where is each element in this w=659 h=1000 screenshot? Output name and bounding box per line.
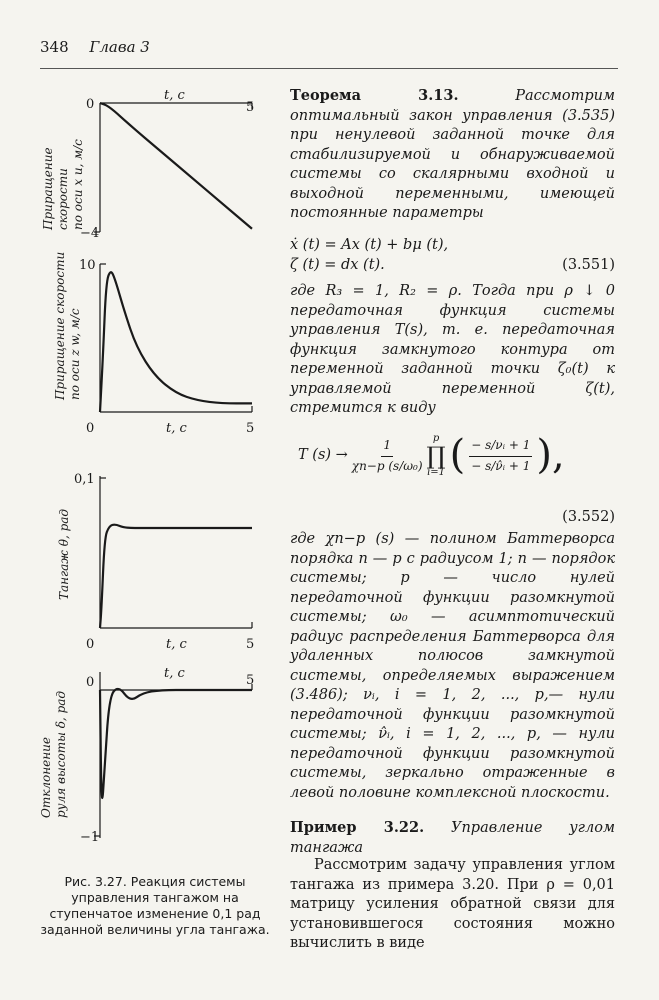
- example-label: Пример 3.22.: [290, 819, 425, 836]
- para1-text: где R₃ = 1, R₂ = ρ. Тогда при ρ ↓ 0 передаточная функция системы управления T(s), т. е. передаточная функция замкнутого контура от переменной заданной точки ζ₀(t) к управляемой переменной ζ(t), стремится к виду: [290, 283, 615, 416]
- figure-3-27: [0, 0, 290, 870]
- plot-1: [41, 88, 254, 241]
- plot-4: [39, 666, 254, 845]
- plot4-x-end-label: 5: [246, 673, 255, 688]
- plot4-ylabel-line2: руля высоты δ, рад: [54, 690, 68, 818]
- plot2-ylabel-line2: по оси z w, м/с: [68, 308, 82, 400]
- paragraph-2: [290, 530, 615, 803]
- theorem-body: Рассмотрим оптимальный закон управления (3.535) при ненулевой заданной точке для стабилизируемой и обнаруживаемой системы со скалярными входной и выходной переменными, имеющей постоянные параметры: [290, 88, 616, 221]
- plot-2: [53, 248, 254, 436]
- equation-3-552: [290, 430, 615, 490]
- plot1-ylabel-line1: Приращение: [41, 147, 55, 230]
- plot4-y-axis-label: [39, 691, 68, 818]
- plot1-ylabel-line3: по оси x u, м/с: [71, 139, 85, 230]
- chapter-title: Глава 3: [89, 38, 150, 56]
- plot2-ylabel-line1: Приращение скорости: [53, 251, 67, 400]
- plot3-x-start-label: 0: [86, 637, 95, 652]
- right-paren-icon: ),: [536, 432, 565, 479]
- plot1-ylabel-line2: скорости: [56, 168, 70, 230]
- eq2-inner-den: − s/ν̂ᵢ + 1: [471, 458, 531, 473]
- plot1-t-label: t, c: [164, 88, 185, 103]
- plot2-x-start-label: 0: [86, 421, 95, 436]
- plot4-y-top-label: 0: [86, 675, 95, 690]
- paragraph-1: [290, 282, 615, 419]
- eq1-number: (3.551): [562, 256, 615, 273]
- eq2-frac-num: 1: [381, 436, 393, 457]
- eq2-fraction: [352, 436, 423, 476]
- eq2-number: (3.552): [562, 509, 615, 525]
- figure-caption: Рис. 3.27. Реакция системы управления тангажом на ступенчатое изменение 0,1 рад заданной величины угла тангажа.: [40, 874, 270, 937]
- para3-text: Рассмотрим задачу управления углом тангажа из примера 3.20. При ρ = 0,01 матрицу усиления обратной связи для установившегося состояния можно вычислить в виде: [290, 857, 615, 951]
- plot1-curve: [100, 103, 252, 229]
- eq2-frac-den: χn−p (s/ω₀): [351, 458, 423, 473]
- eq1-line1: ẋ (t) = Ax (t) + bμ (t),: [290, 237, 449, 253]
- plot3-x-end-label: 5: [246, 637, 255, 652]
- eq2-inner-fraction: [469, 436, 532, 476]
- theorem-block: [290, 86, 615, 224]
- eq2-inner-num: − s/νᵢ + 1: [469, 436, 532, 457]
- plot3-t-label: t, c: [166, 637, 187, 652]
- left-paren-icon: (: [449, 432, 466, 479]
- para2-text: где χn−p (s) — полином Баттерворса порядка n — p с радиусом 1; n — порядок системы; p — число нулей передаточной функции разомкнутой системы; ω₀ — асимптотический радиус распределения Баттерворса для удаленных полюсов замкнутой системы, определяемых выражением (3.486); νᵢ, i = 1, 2, ..., p,— нули передаточной функции разомкнутой системы; ν̂ᵢ, i = 1, 2, ..., p, — нули передаточной функции разомкнутой системы, зеркально отраженные в левой половине комплексной плоскости.: [290, 531, 615, 801]
- example-heading: [290, 818, 615, 858]
- equation-3-551: [290, 236, 615, 275]
- plot3-curve: [100, 525, 252, 628]
- plot-3: [57, 472, 254, 652]
- plot2-t-label: t, c: [166, 421, 187, 436]
- plot2-y-axis-label: [53, 248, 82, 401]
- plot2-y-top-label: 10: [79, 258, 96, 273]
- eq1-line2: ζ (t) = dx (t).: [290, 256, 385, 273]
- eq2-prod-bottom: i=1: [427, 467, 446, 478]
- example-title: Управление углом тангажа: [290, 820, 615, 856]
- page-number: 348: [40, 38, 69, 56]
- paragraph-3: [290, 856, 615, 954]
- eq2-lhs: T (s) →: [298, 447, 348, 464]
- plot4-curve: [100, 689, 252, 798]
- plot2-x-end-label: 5: [246, 421, 255, 436]
- eq2-product: [427, 434, 446, 478]
- plot1-x-end-label: 5: [246, 100, 255, 115]
- plot1-y-bottom-label: −4: [80, 226, 100, 241]
- plot3-y-top-label: 0,1: [74, 472, 95, 487]
- plot4-t-label: t, c: [164, 666, 185, 681]
- plot1-y-top-label: 0: [86, 97, 95, 112]
- plot2-curve: [100, 272, 252, 412]
- product-symbol-icon: ∏: [426, 442, 446, 470]
- plot4-y-bottom-label: −1: [80, 830, 100, 845]
- theorem-label: Теорема 3.13.: [290, 87, 459, 104]
- plot1-y-axis-label: [41, 139, 85, 231]
- eq2-prod-top: p: [432, 433, 440, 444]
- plot3-y-axis-label: Тангаж θ, рад: [57, 508, 71, 600]
- plot4-ylabel-line1: Отклонение: [39, 737, 53, 818]
